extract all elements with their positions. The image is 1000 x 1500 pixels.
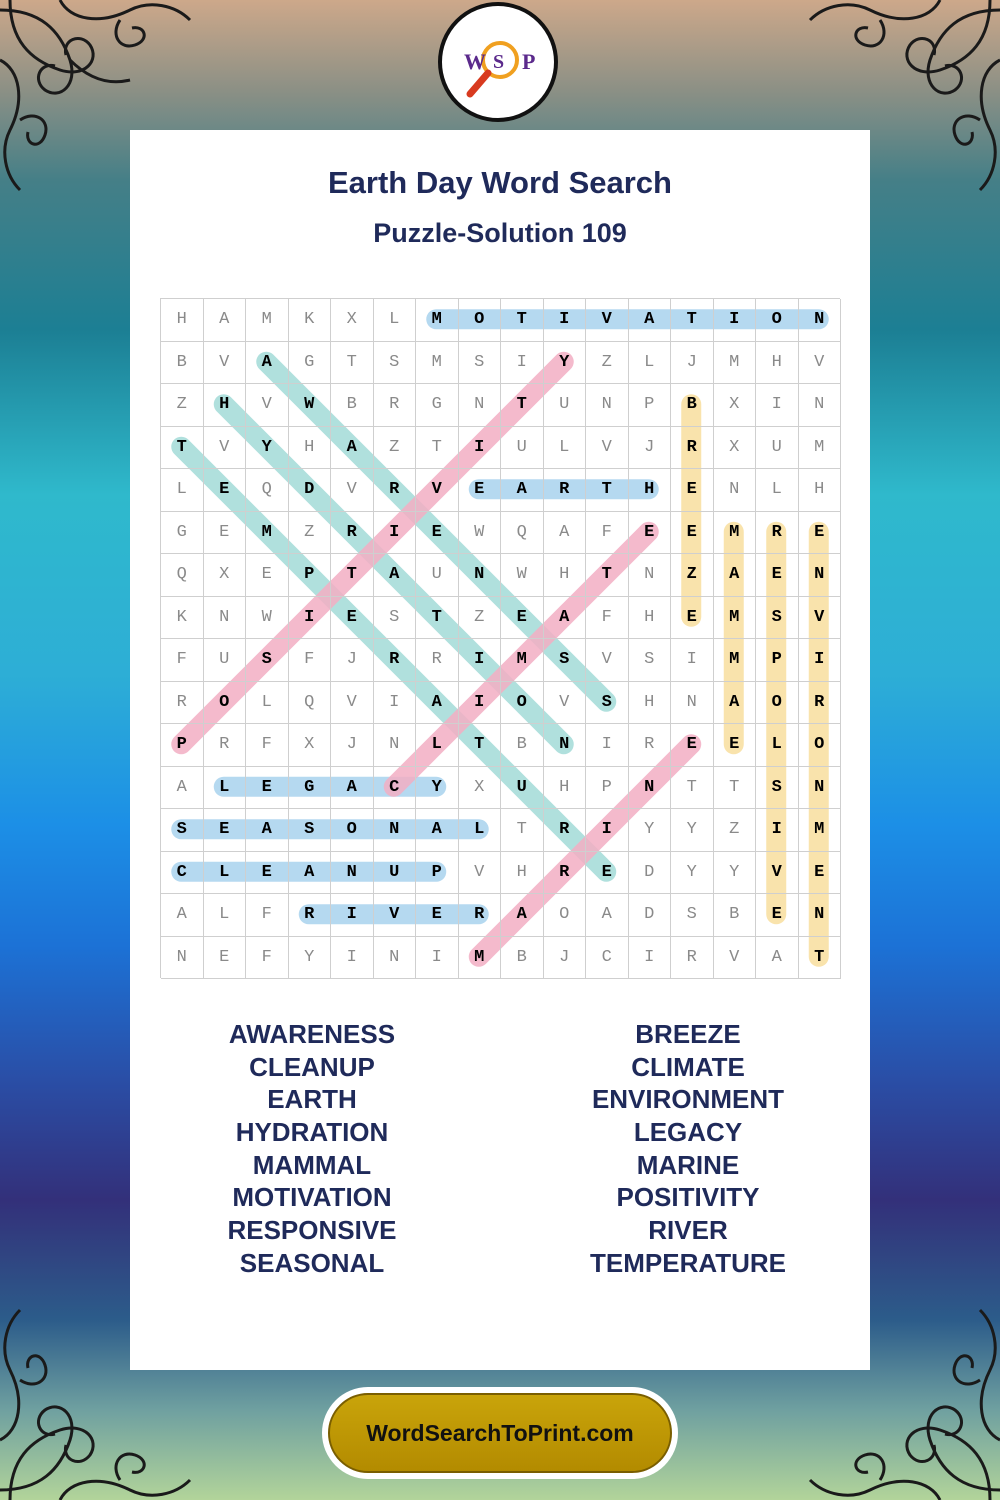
grid-cell[interactable]: F [586,597,629,640]
grid-cell[interactable]: X [714,427,757,470]
grid-cell[interactable]: U [416,554,459,597]
grid-cell[interactable]: P [289,554,332,597]
grid-cell[interactable]: Q [161,554,204,597]
grid-cell[interactable]: H [756,342,799,385]
grid-cell[interactable]: R [671,937,714,980]
grid-cell[interactable]: E [331,597,374,640]
grid-cell[interactable]: L [629,342,672,385]
grid-cell[interactable]: I [289,597,332,640]
word-list-item: RESPONSIVE [227,1215,397,1246]
site-link-button[interactable] [322,1387,678,1479]
grid-cell[interactable]: Y [289,937,332,980]
grid-cell[interactable]: P [161,724,204,767]
grid-cell[interactable]: E [416,512,459,555]
grid-cell[interactable]: Z [586,342,629,385]
grid-cell[interactable]: Y [416,767,459,810]
grid-cell[interactable]: R [204,724,247,767]
grid-cell[interactable]: S [629,639,672,682]
grid-cell[interactable]: E [586,852,629,895]
grid-cell[interactable]: T [161,427,204,470]
grid-cell[interactable]: W [246,597,289,640]
grid-cell[interactable]: V [246,384,289,427]
grid-cell[interactable]: H [544,554,587,597]
grid-cell[interactable]: X [289,724,332,767]
grid-cell[interactable]: L [756,469,799,512]
grid-cell[interactable]: A [246,342,289,385]
grid-cell[interactable]: O [756,682,799,725]
grid-cell[interactable]: Y [714,852,757,895]
grid-cell[interactable]: I [586,809,629,852]
grid-cell[interactable]: S [374,342,417,385]
grid-cell[interactable]: A [246,809,289,852]
grid-cell[interactable]: A [416,682,459,725]
grid-cell[interactable]: O [544,894,587,937]
grid-cell[interactable]: S [756,767,799,810]
grid-cell[interactable]: V [374,894,417,937]
word-list-item: POSITIVITY [616,1182,760,1213]
grid-cell[interactable]: N [331,852,374,895]
grid-cell[interactable]: L [204,852,247,895]
grid-cell[interactable]: B [331,384,374,427]
grid-cell[interactable]: Y [629,809,672,852]
grid-cell[interactable]: S [246,639,289,682]
grid-cell[interactable]: V [204,342,247,385]
grid-cell[interactable]: I [544,299,587,342]
grid-cell[interactable]: N [459,384,502,427]
grid-cell[interactable]: H [544,767,587,810]
grid-cell[interactable]: P [416,852,459,895]
grid-cell[interactable]: W [459,512,502,555]
grid-cell[interactable]: H [629,469,672,512]
grid-cell[interactable]: G [416,384,459,427]
grid-cell[interactable]: H [204,384,247,427]
grid-cell[interactable]: B [671,384,714,427]
grid-cell[interactable]: A [289,852,332,895]
grid-cell[interactable]: T [671,767,714,810]
grid-cell[interactable]: E [629,512,672,555]
grid-cell[interactable]: E [799,512,842,555]
word-list-item: LEGACY [633,1117,743,1148]
grid-cell[interactable]: N [374,937,417,980]
grid-cell[interactable]: R [629,724,672,767]
grid-cell[interactable]: S [671,894,714,937]
grid-cell[interactable]: E [714,724,757,767]
grid-cell[interactable]: F [289,639,332,682]
grid-cell[interactable]: A [501,469,544,512]
grid-cell[interactable]: I [459,427,502,470]
word-list-item: RIVER [648,1215,728,1246]
grid-cell[interactable]: N [374,724,417,767]
grid-cell[interactable]: L [544,427,587,470]
grid-cell[interactable]: T [459,724,502,767]
grid-cell[interactable]: N [629,554,672,597]
grid-cell[interactable]: J [629,427,672,470]
grid-cell[interactable]: E [671,512,714,555]
site-link-label[interactable]: WordSearchToPrint.com [328,1393,672,1473]
grid-cell[interactable]: M [714,639,757,682]
word-search-grid [160,298,840,978]
grid-cell[interactable]: Z [161,384,204,427]
grid-cell[interactable]: A [756,937,799,980]
grid-cell[interactable]: R [671,427,714,470]
grid-cell[interactable]: A [714,554,757,597]
logo-letter-s: S [493,51,505,73]
grid-cell[interactable]: R [289,894,332,937]
word-list-right [538,1018,838,1280]
page-subtitle: Puzzle-Solution 109 [373,218,627,248]
grid-cell[interactable]: T [586,554,629,597]
grid-cell[interactable]: K [161,597,204,640]
grid-cell[interactable]: P [756,639,799,682]
grid-cell[interactable]: T [416,427,459,470]
grid-cell[interactable]: M [714,512,757,555]
grid-cell[interactable]: E [204,469,247,512]
grid-cell[interactable]: H [501,852,544,895]
grid-cell[interactable]: V [331,469,374,512]
grid-cell[interactable]: H [799,469,842,512]
grid-cell[interactable]: H [289,427,332,470]
grid-cell[interactable]: U [204,639,247,682]
logo-letter-w: W [464,49,486,74]
grid-cell[interactable]: N [586,384,629,427]
grid-cell[interactable]: B [714,894,757,937]
grid-cell[interactable]: C [586,937,629,980]
grid-cell[interactable]: R [374,469,417,512]
grid-cell[interactable]: E [501,597,544,640]
grid-cell[interactable]: E [416,894,459,937]
grid-cell[interactable]: N [459,554,502,597]
grid-cell[interactable]: Z [374,427,417,470]
grid-cell[interactable]: N [799,299,842,342]
grid-cell[interactable]: R [374,384,417,427]
grid-cell[interactable]: X [204,554,247,597]
grid-cell[interactable]: M [799,427,842,470]
grid-cell[interactable]: E [671,469,714,512]
grid-cell[interactable]: I [459,682,502,725]
grid-cell[interactable]: E [756,554,799,597]
grid-cell[interactable]: O [459,299,502,342]
grid-cell[interactable]: Z [459,597,502,640]
grid-cell[interactable]: N [799,554,842,597]
grid-cell[interactable]: D [629,894,672,937]
grid-cell[interactable]: T [799,937,842,980]
grid-cell[interactable]: R [416,639,459,682]
grid-cell[interactable]: V [459,852,502,895]
grid-cell[interactable]: N [629,767,672,810]
grid-cell[interactable]: Q [246,469,289,512]
grid-cell[interactable]: E [799,852,842,895]
grid-cell[interactable]: T [331,554,374,597]
grid-cell[interactable]: B [161,342,204,385]
grid-cell[interactable]: F [161,639,204,682]
grid-cell[interactable]: T [671,299,714,342]
grid-cell[interactable]: S [161,809,204,852]
grid-cell[interactable]: I [756,809,799,852]
grid-cell[interactable]: L [416,724,459,767]
grid-cell[interactable]: I [501,342,544,385]
grid-cell[interactable]: E [246,852,289,895]
grid-cell[interactable]: S [374,597,417,640]
grid-cell[interactable]: D [629,852,672,895]
grid-cell[interactable]: N [671,682,714,725]
grid-cell[interactable]: T [501,384,544,427]
word-list-item: AWARENESS [228,1019,396,1049]
grid-cell[interactable]: A [161,894,204,937]
grid-cell[interactable]: B [501,724,544,767]
grid-cell[interactable]: A [204,299,247,342]
grid-cell[interactable]: N [714,469,757,512]
grid-cell[interactable]: G [289,767,332,810]
grid-cell[interactable]: N [799,894,842,937]
grid-cell[interactable]: N [544,724,587,767]
grid-cell[interactable]: V [331,682,374,725]
grid-cell[interactable]: I [331,937,374,980]
grid-cell[interactable]: F [246,894,289,937]
grid-cell[interactable]: R [331,512,374,555]
page-title: Earth Day Word Search [328,165,672,200]
grid-cell[interactable]: R [544,852,587,895]
grid-cell[interactable]: M [714,597,757,640]
grid-cell[interactable]: I [671,639,714,682]
grid-cell[interactable]: L [459,809,502,852]
grid-cell[interactable]: O [799,724,842,767]
grid-cell[interactable]: L [161,469,204,512]
grid-cell[interactable]: S [459,342,502,385]
grid-cell[interactable]: R [459,894,502,937]
grid-cell[interactable]: A [374,554,417,597]
grid-cell[interactable]: E [204,937,247,980]
word-list-item: BREEZE [635,1019,741,1049]
word-list-item: MOTIVATION [232,1182,392,1213]
grid-cell[interactable]: A [586,894,629,937]
wsp-logo[interactable] [438,2,558,122]
grid-cell[interactable]: I [756,384,799,427]
grid-cell[interactable]: V [756,852,799,895]
grid-cell[interactable]: V [799,597,842,640]
grid-cell[interactable]: L [374,299,417,342]
word-list-item: TEMPERATURE [590,1247,786,1278]
grid-cell[interactable]: M [799,809,842,852]
grid-cell[interactable]: E [204,512,247,555]
grid-cell[interactable]: L [204,767,247,810]
grid-cell[interactable]: M [246,512,289,555]
grid-cell[interactable]: C [374,767,417,810]
grid-cell[interactable]: R [756,512,799,555]
grid-cell[interactable]: N [204,597,247,640]
grid-cell[interactable]: I [629,937,672,980]
grid-cell[interactable]: U [544,384,587,427]
grid-cell[interactable]: O [501,682,544,725]
grid-cell[interactable]: Q [501,512,544,555]
grid-cell[interactable]: T [586,469,629,512]
grid-cell[interactable]: T [501,809,544,852]
letter-grid [160,298,840,978]
grid-cell[interactable]: T [501,299,544,342]
grid-cell[interactable]: R [544,469,587,512]
grid-cell[interactable]: T [714,767,757,810]
grid-cell[interactable]: E [756,894,799,937]
grid-cell[interactable]: A [416,809,459,852]
grid-cell[interactable]: Y [246,427,289,470]
grid-cell[interactable]: E [246,767,289,810]
grid-cell[interactable]: D [289,469,332,512]
grid-cell[interactable]: O [756,299,799,342]
grid-cell[interactable]: L [246,682,289,725]
grid-cell[interactable]: H [629,597,672,640]
grid-cell[interactable]: S [289,809,332,852]
grid-cell[interactable]: M [714,342,757,385]
word-list-item: CLEANUP [249,1051,375,1082]
grid-cell[interactable]: T [416,597,459,640]
grid-cell[interactable]: T [331,342,374,385]
grid-cell[interactable]: W [289,384,332,427]
grid-cell[interactable]: A [501,894,544,937]
grid-cell[interactable]: S [756,597,799,640]
grid-cell[interactable]: Z [671,554,714,597]
grid-cell[interactable]: O [331,809,374,852]
grid-cell[interactable]: V [204,427,247,470]
grid-cell[interactable]: L [204,894,247,937]
word-list-item: MARINE [636,1149,740,1180]
grid-cell[interactable]: I [586,724,629,767]
grid-cell[interactable]: J [331,724,374,767]
grid-cell[interactable]: H [629,682,672,725]
grid-cell[interactable]: Y [671,809,714,852]
grid-cell[interactable]: U [501,427,544,470]
grid-cell[interactable]: E [459,469,502,512]
word-list-item: EARTH [267,1084,357,1115]
grid-cell[interactable]: V [586,639,629,682]
grid-cell[interactable]: I [714,299,757,342]
grid-cell[interactable]: U [756,427,799,470]
grid-cell[interactable]: E [204,809,247,852]
grid-cell[interactable]: L [756,724,799,767]
grid-cell[interactable]: K [289,299,332,342]
grid-cell[interactable]: N [799,384,842,427]
grid-cell[interactable]: F [586,512,629,555]
grid-cell[interactable]: I [799,639,842,682]
grid-cell[interactable]: Q [289,682,332,725]
grid-cell[interactable]: F [246,724,289,767]
grid-cell[interactable]: U [501,767,544,810]
grid-cell[interactable]: V [799,342,842,385]
grid-cell[interactable]: V [714,937,757,980]
grid-cell[interactable]: P [586,767,629,810]
grid-cell[interactable]: X [714,384,757,427]
grid-cell[interactable]: W [501,554,544,597]
grid-cell[interactable]: M [459,937,502,980]
grid-cell[interactable]: S [586,682,629,725]
grid-cell[interactable]: M [246,299,289,342]
grid-cell[interactable]: J [544,937,587,980]
grid-cell[interactable]: E [246,554,289,597]
grid-cell[interactable]: X [459,767,502,810]
grid-cell[interactable]: V [544,682,587,725]
grid-cell[interactable]: R [544,809,587,852]
grid-cell[interactable]: N [161,937,204,980]
grid-cell[interactable]: A [714,682,757,725]
word-list-item: MAMMAL [252,1149,372,1180]
word-list-item: HYDRATION [235,1117,389,1148]
grid-cell[interactable]: U [374,852,417,895]
grid-cell[interactable]: A [161,767,204,810]
word-list-item: SEASONAL [239,1247,385,1278]
grid-cell[interactable]: Z [289,512,332,555]
word-list-item: ENVIRONMENT [591,1084,785,1115]
grid-cell[interactable]: A [331,767,374,810]
grid-cell[interactable]: A [544,512,587,555]
grid-cell[interactable]: M [416,342,459,385]
grid-cell[interactable]: N [799,767,842,810]
grid-cell[interactable]: S [544,639,587,682]
grid-cell[interactable]: V [416,469,459,512]
grid-cell[interactable]: M [416,299,459,342]
grid-cell[interactable]: V [586,427,629,470]
grid-cell[interactable]: G [161,512,204,555]
grid-cell[interactable]: J [671,342,714,385]
grid-cell[interactable]: A [331,427,374,470]
grid-cell[interactable]: J [331,639,374,682]
grid-cell[interactable]: E [671,724,714,767]
grid-cell[interactable]: Z [714,809,757,852]
grid-cell[interactable]: A [544,597,587,640]
grid-cell[interactable]: G [289,342,332,385]
grid-cell[interactable]: I [374,682,417,725]
puzzle-card [130,130,870,1370]
grid-cell[interactable]: B [501,937,544,980]
grid-cell[interactable]: I [459,639,502,682]
word-list-item: CLIMATE [631,1051,745,1082]
grid-cell[interactable]: O [204,682,247,725]
grid-cell[interactable]: Y [671,852,714,895]
grid-cell[interactable]: M [501,639,544,682]
grid-cell[interactable]: E [671,597,714,640]
grid-cell[interactable]: I [374,512,417,555]
grid-cell[interactable]: I [416,937,459,980]
grid-cell[interactable]: P [629,384,672,427]
grid-cell[interactable]: N [374,809,417,852]
word-list-left [162,1018,462,1280]
grid-cell[interactable]: I [331,894,374,937]
logo-letter-p: P [522,49,536,74]
grid-cell[interactable]: R [161,682,204,725]
grid-cell[interactable]: A [629,299,672,342]
grid-cell[interactable]: V [586,299,629,342]
grid-cell[interactable]: R [799,682,842,725]
grid-cell[interactable]: C [161,852,204,895]
grid-cell[interactable]: X [331,299,374,342]
grid-cell[interactable]: Y [544,342,587,385]
grid-cell[interactable]: H [161,299,204,342]
grid-cell[interactable]: F [246,937,289,980]
grid-cell[interactable]: R [374,639,417,682]
